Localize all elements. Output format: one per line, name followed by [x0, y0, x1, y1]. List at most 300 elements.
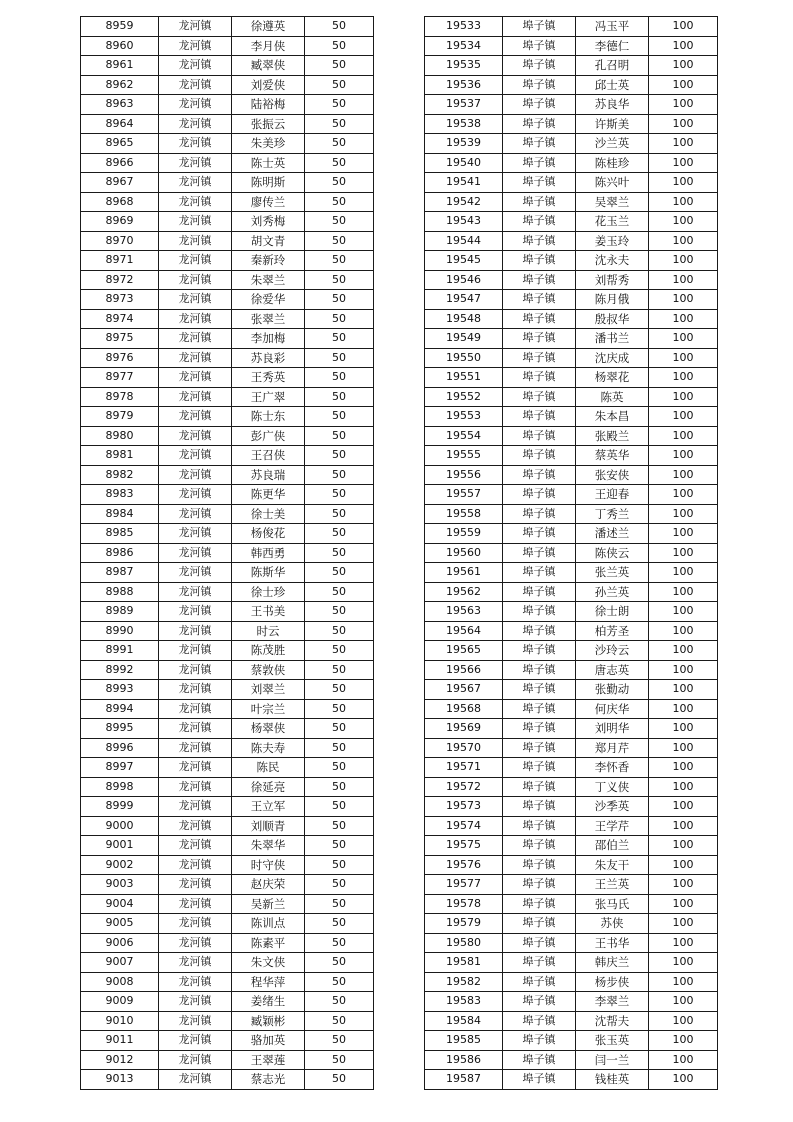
- amount-cell: 100: [649, 855, 718, 875]
- table-row: [81, 153, 374, 173]
- table-row: [81, 426, 374, 446]
- amount-cell: 50: [305, 641, 374, 661]
- name-cell: 刘明华: [576, 719, 649, 739]
- town-cell: 龙河镇: [159, 75, 232, 95]
- table-row: [81, 75, 374, 95]
- name-cell: 骆加英: [232, 1031, 305, 1051]
- row-number: 19551: [425, 368, 503, 388]
- town-cell: 龙河镇: [159, 543, 232, 563]
- amount-cell: 50: [305, 660, 374, 680]
- town-cell: 埠子镇: [503, 231, 576, 251]
- amount-cell: 100: [649, 231, 718, 251]
- row-number: 19544: [425, 231, 503, 251]
- row-number: 8988: [81, 582, 159, 602]
- town-cell: 龙河镇: [159, 602, 232, 622]
- amount-cell: 50: [305, 212, 374, 232]
- table-row: [425, 816, 718, 836]
- town-cell: 龙河镇: [159, 914, 232, 934]
- row-number: 19560: [425, 543, 503, 563]
- town-cell: 埠子镇: [503, 992, 576, 1012]
- amount-cell: 100: [649, 485, 718, 505]
- amount-cell: 100: [649, 1011, 718, 1031]
- town-cell: 龙河镇: [159, 758, 232, 778]
- table-row: [81, 992, 374, 1012]
- amount-cell: 100: [649, 114, 718, 134]
- name-cell: 陈英: [576, 387, 649, 407]
- row-number: 19548: [425, 309, 503, 329]
- town-cell: 龙河镇: [159, 485, 232, 505]
- table-row: [425, 953, 718, 973]
- town-cell: 龙河镇: [159, 173, 232, 193]
- row-number: 8976: [81, 348, 159, 368]
- row-number: 8979: [81, 407, 159, 427]
- table-row: [425, 972, 718, 992]
- town-cell: 龙河镇: [159, 524, 232, 544]
- amount-cell: 100: [649, 816, 718, 836]
- table-row: [425, 407, 718, 427]
- table-row: [425, 387, 718, 407]
- amount-cell: 50: [305, 504, 374, 524]
- amount-cell: 50: [305, 114, 374, 134]
- table-row: [425, 17, 718, 37]
- town-cell: 龙河镇: [159, 1050, 232, 1070]
- town-cell: 埠子镇: [503, 875, 576, 895]
- amount-cell: 100: [649, 329, 718, 349]
- name-cell: 闫一兰: [576, 1050, 649, 1070]
- table-row: [81, 602, 374, 622]
- town-cell: 埠子镇: [503, 251, 576, 271]
- row-number: 19570: [425, 738, 503, 758]
- name-cell: 潘述兰: [576, 524, 649, 544]
- table-row: [425, 465, 718, 485]
- town-cell: 龙河镇: [159, 465, 232, 485]
- town-cell: 龙河镇: [159, 212, 232, 232]
- row-number: 8972: [81, 270, 159, 290]
- amount-cell: 50: [305, 1031, 374, 1051]
- town-cell: 龙河镇: [159, 680, 232, 700]
- table-row: [425, 36, 718, 56]
- table-row: [425, 719, 718, 739]
- row-number: 19543: [425, 212, 503, 232]
- amount-cell: 50: [305, 368, 374, 388]
- row-number: 8994: [81, 699, 159, 719]
- table-row: [425, 777, 718, 797]
- name-cell: 张玉英: [576, 1031, 649, 1051]
- name-cell: 丁义侠: [576, 777, 649, 797]
- name-cell: 柏芳圣: [576, 621, 649, 641]
- amount-cell: 50: [305, 914, 374, 934]
- name-cell: 苏良彩: [232, 348, 305, 368]
- amount-cell: 100: [649, 134, 718, 154]
- row-number: 8993: [81, 680, 159, 700]
- town-cell: 埠子镇: [503, 894, 576, 914]
- name-cell: 徐士美: [232, 504, 305, 524]
- amount-cell: 50: [305, 407, 374, 427]
- town-cell: 埠子镇: [503, 56, 576, 76]
- town-cell: 埠子镇: [503, 524, 576, 544]
- town-cell: 埠子镇: [503, 426, 576, 446]
- name-cell: 苏良瑞: [232, 465, 305, 485]
- table-row: [81, 387, 374, 407]
- amount-cell: 50: [305, 953, 374, 973]
- amount-cell: 50: [305, 251, 374, 271]
- amount-cell: 100: [649, 738, 718, 758]
- name-cell: 程华萍: [232, 972, 305, 992]
- row-number: 9004: [81, 894, 159, 914]
- row-number: 8992: [81, 660, 159, 680]
- name-cell: 殷叔华: [576, 309, 649, 329]
- row-number: 19585: [425, 1031, 503, 1051]
- table-row: [81, 1031, 374, 1051]
- name-cell: 王书美: [232, 602, 305, 622]
- name-cell: 陈月俄: [576, 290, 649, 310]
- town-cell: 埠子镇: [503, 36, 576, 56]
- name-cell: 陈训点: [232, 914, 305, 934]
- town-cell: 龙河镇: [159, 582, 232, 602]
- row-number: 19564: [425, 621, 503, 641]
- town-cell: 龙河镇: [159, 387, 232, 407]
- amount-cell: 100: [649, 75, 718, 95]
- table-row: [81, 407, 374, 427]
- amount-cell: 50: [305, 192, 374, 212]
- row-number: 8996: [81, 738, 159, 758]
- name-cell: 时云: [232, 621, 305, 641]
- table-row: [425, 426, 718, 446]
- name-cell: 郑月芹: [576, 738, 649, 758]
- name-cell: 王秀英: [232, 368, 305, 388]
- amount-cell: 100: [649, 719, 718, 739]
- name-cell: 陈士东: [232, 407, 305, 427]
- name-cell: 王书华: [576, 933, 649, 953]
- town-cell: 埠子镇: [503, 75, 576, 95]
- row-number: 8968: [81, 192, 159, 212]
- row-number: 8961: [81, 56, 159, 76]
- table-row: [425, 758, 718, 778]
- table-row: [425, 153, 718, 173]
- town-cell: 龙河镇: [159, 36, 232, 56]
- name-cell: 王学芹: [576, 816, 649, 836]
- amount-cell: 50: [305, 153, 374, 173]
- row-number: 19553: [425, 407, 503, 427]
- amount-cell: 50: [305, 270, 374, 290]
- row-number: 9010: [81, 1011, 159, 1031]
- name-cell: 刘秀梅: [232, 212, 305, 232]
- amount-cell: 50: [305, 1011, 374, 1031]
- table-row: [81, 563, 374, 583]
- row-number: 19558: [425, 504, 503, 524]
- row-number: 19559: [425, 524, 503, 544]
- amount-cell: 100: [649, 524, 718, 544]
- row-number: 19533: [425, 17, 503, 37]
- town-cell: 龙河镇: [159, 348, 232, 368]
- row-number: 19576: [425, 855, 503, 875]
- amount-cell: 50: [305, 95, 374, 115]
- row-number: 19538: [425, 114, 503, 134]
- table-row: [81, 582, 374, 602]
- name-cell: 杨翠侠: [232, 719, 305, 739]
- amount-cell: 100: [649, 1070, 718, 1090]
- name-cell: 李德仁: [576, 36, 649, 56]
- town-cell: 龙河镇: [159, 836, 232, 856]
- name-cell: 陈侠云: [576, 543, 649, 563]
- town-cell: 龙河镇: [159, 504, 232, 524]
- name-cell: 朱本昌: [576, 407, 649, 427]
- amount-cell: 100: [649, 153, 718, 173]
- name-cell: 杨步侠: [576, 972, 649, 992]
- name-cell: 叶宗兰: [232, 699, 305, 719]
- town-cell: 龙河镇: [159, 134, 232, 154]
- row-number: 9000: [81, 816, 159, 836]
- row-number: 8982: [81, 465, 159, 485]
- town-cell: 埠子镇: [503, 387, 576, 407]
- row-number: 19536: [425, 75, 503, 95]
- row-number: 19552: [425, 387, 503, 407]
- town-cell: 龙河镇: [159, 329, 232, 349]
- town-cell: 埠子镇: [503, 1031, 576, 1051]
- name-cell: 丁秀兰: [576, 504, 649, 524]
- town-cell: 龙河镇: [159, 192, 232, 212]
- amount-cell: 50: [305, 738, 374, 758]
- row-number: 19572: [425, 777, 503, 797]
- table-row: [81, 738, 374, 758]
- name-cell: 王迎春: [576, 485, 649, 505]
- town-cell: 龙河镇: [159, 1031, 232, 1051]
- row-number: 19549: [425, 329, 503, 349]
- town-cell: 龙河镇: [159, 407, 232, 427]
- row-number: 19550: [425, 348, 503, 368]
- table-row: [425, 933, 718, 953]
- amount-cell: 50: [305, 465, 374, 485]
- table-row: [425, 602, 718, 622]
- row-number: 9006: [81, 933, 159, 953]
- table-row: [425, 543, 718, 563]
- amount-cell: 50: [305, 855, 374, 875]
- table-row: [425, 894, 718, 914]
- row-number: 8987: [81, 563, 159, 583]
- name-cell: 张振云: [232, 114, 305, 134]
- amount-cell: 50: [305, 582, 374, 602]
- table-row: [81, 231, 374, 251]
- amount-cell: 100: [649, 992, 718, 1012]
- row-number: 19586: [425, 1050, 503, 1070]
- town-cell: 埠子镇: [503, 465, 576, 485]
- row-number: 19581: [425, 953, 503, 973]
- name-cell: 陈夫寿: [232, 738, 305, 758]
- name-cell: 何庆华: [576, 699, 649, 719]
- table-row: [425, 621, 718, 641]
- name-cell: 陈更华: [232, 485, 305, 505]
- table-row: [425, 875, 718, 895]
- name-cell: 王兰英: [576, 875, 649, 895]
- row-number: 8990: [81, 621, 159, 641]
- town-cell: 埠子镇: [503, 738, 576, 758]
- town-cell: 埠子镇: [503, 1011, 576, 1031]
- row-number: 19561: [425, 563, 503, 583]
- town-cell: 龙河镇: [159, 699, 232, 719]
- right-table: [424, 16, 718, 1090]
- row-number: 8989: [81, 602, 159, 622]
- row-number: 19571: [425, 758, 503, 778]
- row-number: 8959: [81, 17, 159, 37]
- table-row: [81, 485, 374, 505]
- name-cell: 张勤动: [576, 680, 649, 700]
- town-cell: 埠子镇: [503, 504, 576, 524]
- row-number: 19541: [425, 173, 503, 193]
- table-row: [425, 368, 718, 388]
- amount-cell: 50: [305, 602, 374, 622]
- amount-cell: 100: [649, 212, 718, 232]
- row-number: 19566: [425, 660, 503, 680]
- name-cell: 孔召明: [576, 56, 649, 76]
- table-row: [425, 192, 718, 212]
- table-row: [425, 699, 718, 719]
- table-row: [425, 582, 718, 602]
- town-cell: 龙河镇: [159, 660, 232, 680]
- amount-cell: 50: [305, 543, 374, 563]
- amount-cell: 100: [649, 407, 718, 427]
- name-cell: 臧翠侠: [232, 56, 305, 76]
- row-number: 19539: [425, 134, 503, 154]
- amount-cell: 100: [649, 309, 718, 329]
- table-row: [81, 933, 374, 953]
- amount-cell: 50: [305, 329, 374, 349]
- amount-cell: 100: [649, 797, 718, 817]
- table-row: [425, 797, 718, 817]
- row-number: 9005: [81, 914, 159, 934]
- name-cell: 杨翠花: [576, 368, 649, 388]
- table-row: [81, 797, 374, 817]
- name-cell: 陆裕梅: [232, 95, 305, 115]
- row-number: 8983: [81, 485, 159, 505]
- name-cell: 沙季英: [576, 797, 649, 817]
- row-number: 8966: [81, 153, 159, 173]
- table-row: [425, 992, 718, 1012]
- amount-cell: 100: [649, 953, 718, 973]
- row-number: 8971: [81, 251, 159, 271]
- name-cell: 刘爱侠: [232, 75, 305, 95]
- town-cell: 埠子镇: [503, 134, 576, 154]
- name-cell: 朱美珍: [232, 134, 305, 154]
- name-cell: 刘翠兰: [232, 680, 305, 700]
- amount-cell: 100: [649, 173, 718, 193]
- table-row: [81, 348, 374, 368]
- name-cell: 姜绪生: [232, 992, 305, 1012]
- table-row: [81, 270, 374, 290]
- row-number: 19563: [425, 602, 503, 622]
- name-cell: 徐士朗: [576, 602, 649, 622]
- name-cell: 钱桂英: [576, 1070, 649, 1090]
- town-cell: 埠子镇: [503, 485, 576, 505]
- table-row: [425, 270, 718, 290]
- row-number: 19555: [425, 446, 503, 466]
- row-number: 9012: [81, 1050, 159, 1070]
- town-cell: 埠子镇: [503, 797, 576, 817]
- row-number: 19577: [425, 875, 503, 895]
- name-cell: 陈士英: [232, 153, 305, 173]
- amount-cell: 100: [649, 504, 718, 524]
- town-cell: 埠子镇: [503, 329, 576, 349]
- town-cell: 埠子镇: [503, 660, 576, 680]
- amount-cell: 50: [305, 348, 374, 368]
- name-cell: 陈明斯: [232, 173, 305, 193]
- row-number: 19535: [425, 56, 503, 76]
- table-row: [81, 543, 374, 563]
- row-number: 9002: [81, 855, 159, 875]
- amount-cell: 50: [305, 680, 374, 700]
- row-number: 19556: [425, 465, 503, 485]
- amount-cell: 100: [649, 914, 718, 934]
- table-row: [81, 660, 374, 680]
- name-cell: 姜玉玲: [576, 231, 649, 251]
- town-cell: 埠子镇: [503, 972, 576, 992]
- town-cell: 龙河镇: [159, 777, 232, 797]
- town-cell: 龙河镇: [159, 621, 232, 641]
- row-number: 9011: [81, 1031, 159, 1051]
- amount-cell: 100: [649, 17, 718, 37]
- name-cell: 孙兰英: [576, 582, 649, 602]
- row-number: 8991: [81, 641, 159, 661]
- table-row: [425, 1011, 718, 1031]
- row-number: 19562: [425, 582, 503, 602]
- town-cell: 龙河镇: [159, 56, 232, 76]
- town-cell: 龙河镇: [159, 1070, 232, 1090]
- table-row: [425, 914, 718, 934]
- name-cell: 许斯美: [576, 114, 649, 134]
- name-cell: 沙兰英: [576, 134, 649, 154]
- row-number: 8999: [81, 797, 159, 817]
- amount-cell: 50: [305, 933, 374, 953]
- table-row: [425, 446, 718, 466]
- row-number: 8967: [81, 173, 159, 193]
- table-row: [425, 231, 718, 251]
- town-cell: 龙河镇: [159, 855, 232, 875]
- name-cell: 花玉兰: [576, 212, 649, 232]
- left-table: [80, 16, 374, 1090]
- name-cell: 徐士珍: [232, 582, 305, 602]
- name-cell: 彭广侠: [232, 426, 305, 446]
- town-cell: 龙河镇: [159, 114, 232, 134]
- amount-cell: 50: [305, 719, 374, 739]
- table-row: [81, 95, 374, 115]
- name-cell: 张马氏: [576, 894, 649, 914]
- name-cell: 冯玉平: [576, 17, 649, 37]
- name-cell: 沈帮夫: [576, 1011, 649, 1031]
- row-number: 8965: [81, 134, 159, 154]
- town-cell: 龙河镇: [159, 1011, 232, 1031]
- row-number: 8985: [81, 524, 159, 544]
- row-number: 9003: [81, 875, 159, 895]
- amount-cell: 100: [649, 660, 718, 680]
- town-cell: 龙河镇: [159, 972, 232, 992]
- table-row: [81, 1050, 374, 1070]
- row-number: 8977: [81, 368, 159, 388]
- row-number: 8975: [81, 329, 159, 349]
- table-row: [425, 680, 718, 700]
- town-cell: 埠子镇: [503, 758, 576, 778]
- table-row: [81, 134, 374, 154]
- amount-cell: 100: [649, 348, 718, 368]
- name-cell: 张安侠: [576, 465, 649, 485]
- town-cell: 龙河镇: [159, 816, 232, 836]
- row-number: 19545: [425, 251, 503, 271]
- table-row: [81, 524, 374, 544]
- town-cell: 埠子镇: [503, 699, 576, 719]
- row-number: 19567: [425, 680, 503, 700]
- table-row: [81, 192, 374, 212]
- town-cell: 埠子镇: [503, 836, 576, 856]
- table-row: [81, 875, 374, 895]
- row-number: 9001: [81, 836, 159, 856]
